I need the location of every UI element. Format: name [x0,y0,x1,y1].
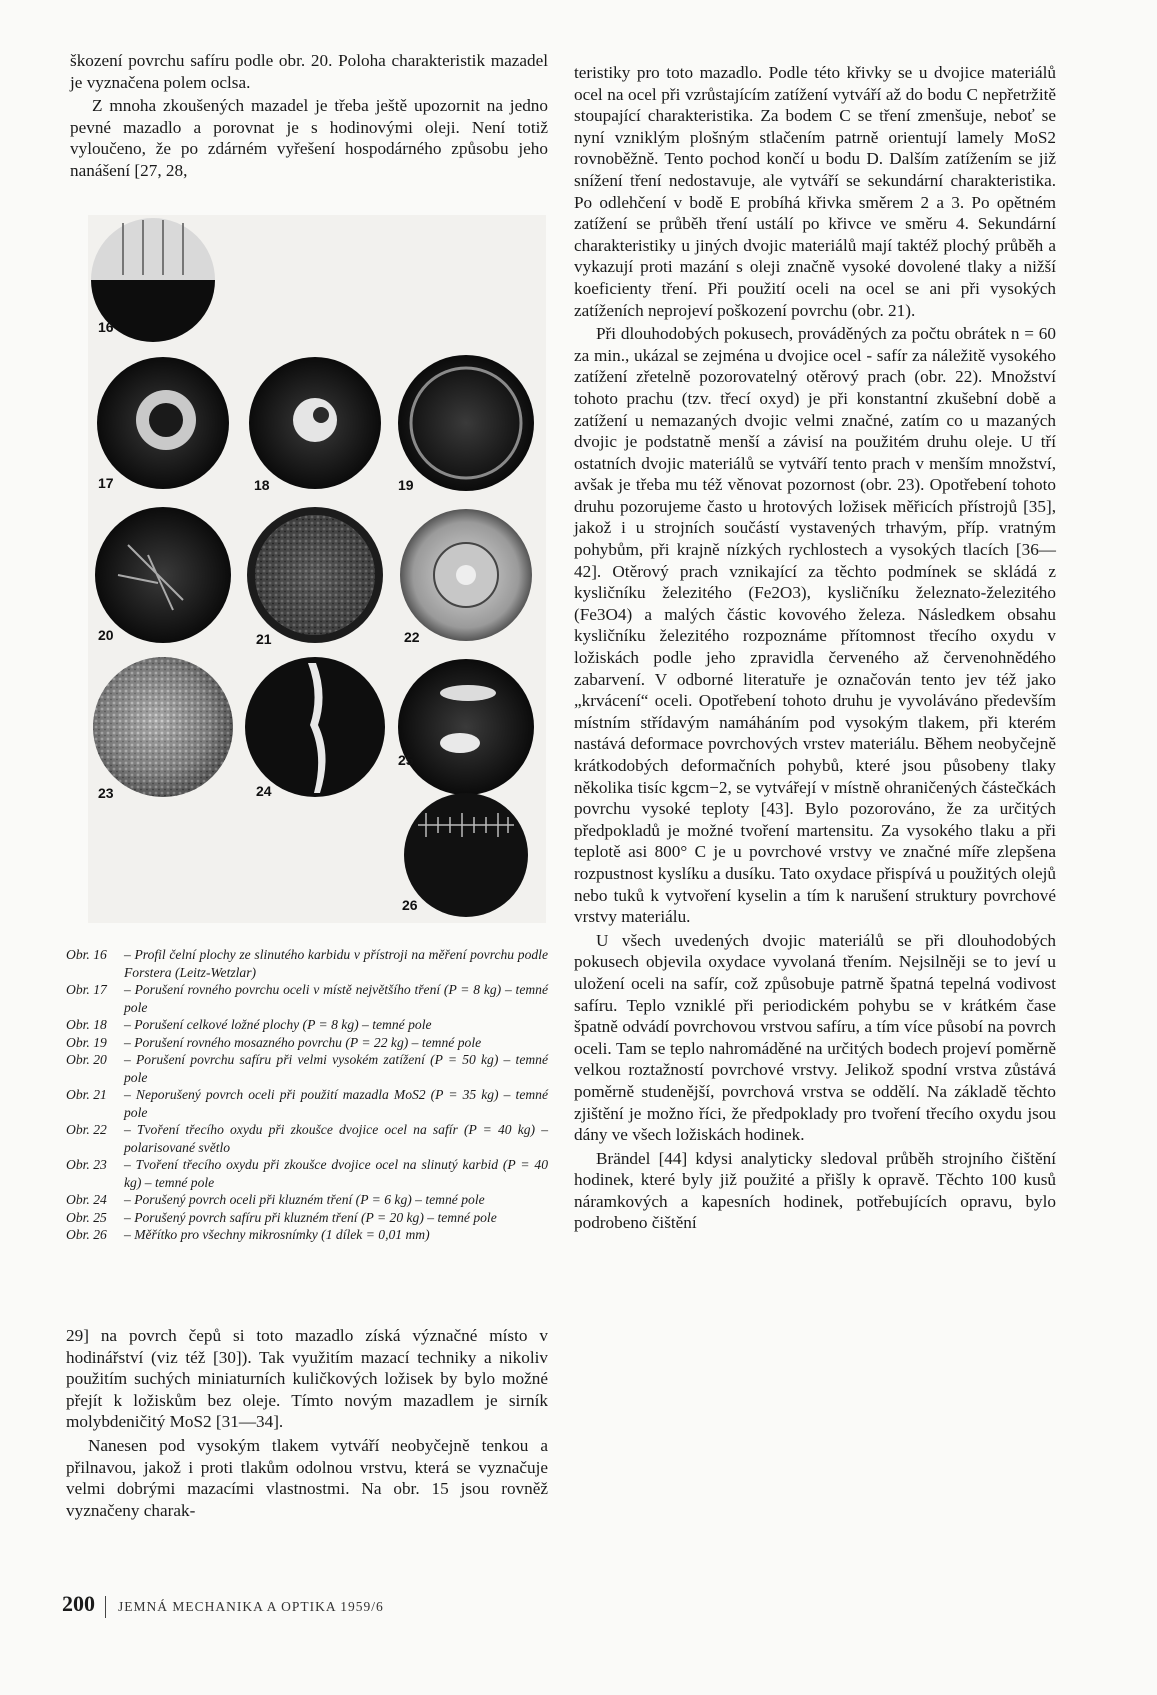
footer-divider [105,1596,106,1618]
figure-label: 25 [398,752,414,768]
caption: Obr. 26 – Měřítko pro všechny mikrosnímky (1 dílek = 0,01 mm) [66,1227,430,1242]
figure-20-micrograph [95,507,231,643]
micrograph-plate [88,215,546,923]
figure-label: 22 [404,629,420,645]
figure-label: 23 [98,785,114,801]
caption: Obr. 23 – Tvoření třecího oxydu při zkoušce dvojice ocel na slinutý karbid (P = 40 kg) – temné pole [66,1157,548,1190]
figure-label: 24 [256,783,272,799]
paragraph: škození povrchu safíru podle obr. 20. Poloha charakteristik mazadel je vyznačena polem oclsa. [70,51,548,92]
figure-19-micrograph [398,355,534,491]
caption: Obr. 24 – Porušený povrch oceli při kluzném tření (P = 6 kg) – temné pole [66,1192,485,1207]
figure-label: 19 [398,477,414,493]
paragraph: Při dlouhodobých pokusech, prováděných za počtu obrátek n = 60 za min., ukázal se zejména u dvojice ocel - safír za náležitě vysokého zatížení zřetelně pozorovatelný otěrový prach (obr. 22). Množství tohoto prachu (tzv. třecí oxyd) je při konstantní zkušební době a zatížení u nemazaných dvojic velmi značné, zatím co u mazaných dvojic je podstatně menší a závisí na použitém druhu oleje. U tří ostatních dvojic materiálů se vytváří tento prach v menším množství, avšak je třeba mu též věnovat pozornost (obr. 23). Opotřebení tohoto druhu pozorujeme často u hrotových ložisek měřicích přístrojů [35], jakož i u strojních součástí vystavených trhavým, příp. vratným pohybům, při krajně nízkých rychlostech a vysokých tlacích [36—42]. Otěrový prach vznikající za těchto podmínek se skládá z kysličníku železitého (Fe2O3), kysličníku železnato-železitého (Fe3O4) a malých částic kovového železa. Následkem obsahu kysličníku železitého rozpoznáme přítomnost třecího oxydu v ložiskách podle jeho zpravidla červeného až červenohnědého zabarvení. V odborné literatuře je označován tento jev též jako „krvácení“ oceli. Opotřebení tohoto druhu je vyvoláváno především místním střídavým namáháním pod vysokým tlakem, při kterém nastává deformace povrchových vrstev materiálu. Během neobyčejně krátkodobých deformačních pohybů, které jsou působeny tlaky několika tisíc kgcm−2, se vytvářejí v místně ohraničených částečkách povrchu vysoké teploty [43]. Bylo pozorováno, že za určitých předpokladů je možné tvoření martensitu. Za vysokého tlaku a při teplotě asi 800° C je u povrchové vrstvy ve značné míře zlepšena rozpustnost kyslíku a dusíku. Tato oxydace přispívá u použitých olejů nebo tuků k vytvoření kyselin a tím k narušení struktury povrchové vrstvy materiálu. [574,324,1056,927]
caption: Obr. 16 – Profil čelní plochy ze slinutého karbidu v přístroji na měření povrchu podle Forstera (Leitz-Wetzlar) [66,947,548,980]
paragraph: teristiky pro toto mazadlo. Podle této křivky se u dvojice materiálů ocel na ocel při vzrůstajícím zatížení vytváří až do bodu C nepřetržitě stoupající charakteristika. Za bodem C se tření zmenšuje, neboť se nyní vzniklým plošným stlačením patrně orientují lamely MoS2 rovnoběžně. Tento pochod končí u bodu D. Dalším zatížením se již snížení tření nedostavuje, ale vytváří se sekundární charakteristika. Po odlehčení v bodě E probíhá křivka směrem 2 a 3. Po opětném zatížení se průběh tření ustálí po křivce ve směru 4. Sekundární charakteristiky u jiných dvojic materiálů mají taktéž plochý průběh a vykazují proti mazání s oleji značně vysoké dovolené tlaky a nižší koeficienty tření. Při použití oceli na ocel se ani při vysokých zatíženích neprojeví poškození povrchu (obr. 21). [574,63,1056,320]
caption: Obr. 19 – Porušení rovného mosazného povrchu (P = 22 kg) – temné pole [66,1034,482,1050]
figure-18-micrograph [249,357,381,489]
paragraph: Z mnoha zkoušených mazadel je třeba ještě upozornit na jedno pevné mazadlo a porovnat je s hodinovými oleji. Není totiž vyloučeno, že po zdárném vyřešení hospodárného způsobu jeho nanášení [27, 28, [70,96,548,180]
caption: Obr. 18 – Porušení celkové ložné plochy (P = 8 kg) – temné pole [66,1017,432,1032]
micrograph-figures [88,215,546,923]
page-number: 200 [62,1591,95,1616]
figure-label: 26 [402,897,418,913]
figure-21-micrograph [247,507,383,643]
journal-title: JEMNÁ MECHANIKA A OPTIKA 1959/6 [118,1599,384,1614]
paragraph: Nanesen pod vysokým tlakem vytváří neobyčejně tenkou a přilnavou, jakož i proti tlakům odolnou vrstvu, která se vyznačuje velmi dobrými mazacími vlastnostmi. Na obr. 15 jsou rovněž vyznačeny charak- [66,1435,548,1520]
caption: Obr. 17 – Porušení rovného povrchu oceli v místě největšího tření (P = 8 kg) – temné pole [66,982,548,1015]
paragraph: 29] na povrch čepů si toto mazadlo získá význačné místo v hodinářství (viz též [30]). Tak využitím mazací techniky a nikoliv použitím suchých miniaturních kuličkových ložisek by bylo možné přejít k ložiskům bez oleje. Tímto novým mazadlem je sirník molybdeničitý MoS2 [31—34]. [66,1326,548,1432]
figure-captions [66,946,548,1244]
figure-label: 17 [98,475,114,491]
page-footer [62,1591,384,1618]
paragraph: U všech uvedených dvojic materiálů se při dlouhodobých pokusech objevila oxydace vyvolaná třením. Nejsilněji se to jeví u uložení oceli na safír, což způsobuje patrně špatná tepelná vodivost safíru. Teplo vzniklé při periodickém pohybu se v krátkém čase špatně odvádí povrchovou vrstvou safíru, a tím více působí na povrch oceli. Tam se teplo nahromáděné na určitých bodech projeví poměrně velkou roztažností povrchové vrstvy. Jelikož spodní vrstva zůstává poměrně studenější, povrchová vrstva se oddělí. Na základě těchto zjištění je možno říci, že předpoklady pro tvoření třecího oxydu jsou dány ve všech ložiskách hodinek. [574,930,1056,1145]
figure-label: 16 [98,319,114,335]
caption: Obr. 20 – Porušení povrchu safíru při velmi vysokém zatížení (P = 50 kg) – temné pole [66,1052,548,1085]
figure-22-micrograph [400,509,532,641]
figure-24-micrograph [245,657,385,797]
figure-17-micrograph [97,357,229,489]
caption: Obr. 22 – Tvoření třecího oxydu při zkoušce dvojice ocel na safír (P = 40 kg) – polarisované světlo [66,1122,548,1155]
paragraph: Brändel [44] kdysi analyticky sledoval průběh strojního čištění hodinek, které byly již použité a přišly k opravě. Těchto 100 kusů náramkových a kapesních hodinek, potřebujících opravu, bylo podrobeno čištění [574,1148,1056,1233]
figure-26-micrograph [404,793,528,917]
figure-label: 20 [98,627,114,643]
left-column-bottom [66,1325,548,1521]
caption: Obr. 25 – Porušený povrch safíru při kluzném tření (P = 20 kg) – temné pole [66,1209,497,1225]
figure-25-micrograph [398,659,534,795]
figure-label: 21 [256,631,272,647]
caption: Obr. 21 – Neporušený povrch oceli při použití mazadla MoS2 (P = 35 kg) – temné pole [66,1087,548,1120]
figure-label: 18 [254,477,270,493]
right-column [574,62,1056,1234]
figure-23-micrograph [93,657,233,797]
left-column-top [70,50,548,182]
